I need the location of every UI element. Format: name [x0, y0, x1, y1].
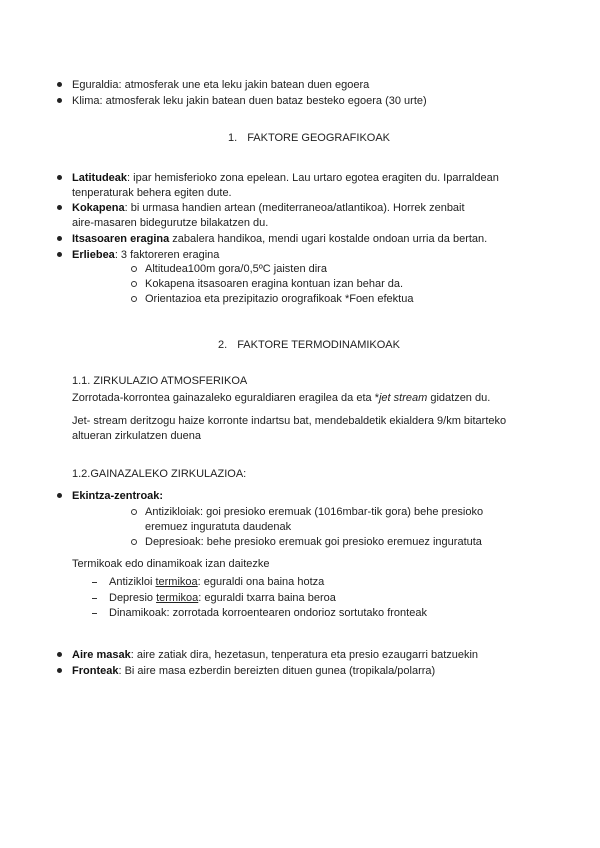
circle-bullet-icon [131, 509, 137, 515]
bullet-icon [57, 493, 62, 498]
bullet-icon [57, 252, 62, 257]
item-relief: Erliebea: 3 faktoreren eragina [72, 249, 220, 261]
item-location-cont: aire-masaren bidegurutze bilakatzen du. [72, 217, 269, 229]
bullet-icon [57, 82, 62, 87]
bullet-icon [57, 652, 62, 657]
type-thermal-anticyclone: Antizikloi termikoa: eguraldi ona baina hotza [109, 576, 325, 588]
paragraph-jet-stream: Zorrotada-korrontea gainazaleko eguraldiaren eragilea da eta *jet stream gidatzen du. [72, 392, 491, 404]
paragraph-jet-stream-definition: Jet- stream deritzogu haize korronte indartsu bat, mendebaldetik ekialdera 9/km bitarteko [72, 415, 507, 427]
item-action-centres: Ekintza-zentroak: [72, 490, 164, 502]
circle-bullet-icon [131, 539, 137, 545]
bullet-icon [57, 668, 62, 673]
dash-bullet-icon [92, 598, 97, 599]
types-intro: Termikoak edo dinamikoak izan daitezke [72, 558, 270, 570]
bullet-icon [57, 236, 62, 241]
relief-subitem: Altitudea100m gora/0,5ºC jaisten dira [145, 263, 327, 275]
section-heading-thermodynamic: 2. FAKTORE TERMODINAMIKOAK [218, 339, 400, 351]
bullet-icon [57, 98, 62, 103]
type-thermal-depression: Depresio termikoa: eguraldi txarra baina beroa [109, 592, 336, 604]
item-latitude-cont: tenperaturak behera egiten dute. [72, 187, 232, 199]
circle-bullet-icon [131, 281, 137, 287]
type-dynamic: Dinamikoak: zorrotada korroentearen ondorioz sortutako fronteak [109, 607, 427, 619]
paragraph-jet-stream-definition-cont: altueran zirkulatzen duena [72, 430, 202, 442]
relief-subitem: Orientazioa eta prezipitazio orografikoak *Foen efektua [145, 293, 414, 305]
centre-anticyclones: Antizikloiak: goi presioko eremuak (1016mbar-tik gora) behe presioko [145, 506, 484, 518]
circle-bullet-icon [131, 266, 137, 272]
item-latitude: Latitudeak: ipar hemisferioko zona epelean. Lau urtaro egotea eragiten du. Iparraldean [72, 172, 499, 184]
item-fronts: Fronteak: Bi aire masa ezberdin bereizten dituen gunea (tropikala/polarra) [72, 665, 436, 677]
dash-bullet-icon [92, 613, 97, 614]
section-heading-geographic: 1. FAKTORE GEOGRAFIKOAK [228, 132, 391, 144]
intro-item-weather: Eguraldia: atmosferak une eta leku jakin batean duen egoera [72, 79, 370, 91]
intro-item-climate: Klima: atmosferak leku jakin batean duen bataz besteko egoera (30 urte) [72, 95, 427, 107]
item-sea-influence: Itsasoaren eragina zabalera handikoa, mendi ugari kostalde ondoan urria da bertan. [72, 233, 488, 245]
centre-depressions: Depresioak: behe presioko eremuak goi presioko eremuez inguratuta [145, 536, 482, 548]
bullet-icon [57, 175, 62, 180]
subheading-surface-circulation: 1.2.GAINAZALEKO ZIRKULAZIOA: [72, 468, 247, 480]
subheading-atmospheric-circulation: 1.1. ZIRKULAZIO ATMOSFERIKOA [72, 375, 248, 387]
centre-anticyclones-cont: eremuez inguratuta daudenak [145, 521, 292, 533]
relief-subitem: Kokapena itsasoaren eragina kontuan izan behar da. [145, 278, 404, 290]
item-location: Kokapena: bi urmasa handien artean (mediterraneoa/atlantikoa). Horrek zenbait [72, 202, 465, 214]
dash-bullet-icon [92, 582, 97, 583]
bullet-icon [57, 205, 62, 210]
circle-bullet-icon [131, 296, 137, 302]
item-air-masses: Aire masak: aire zatiak dira, hezetasun, tenperatura eta presio ezaugarri batzuekin [72, 649, 479, 661]
